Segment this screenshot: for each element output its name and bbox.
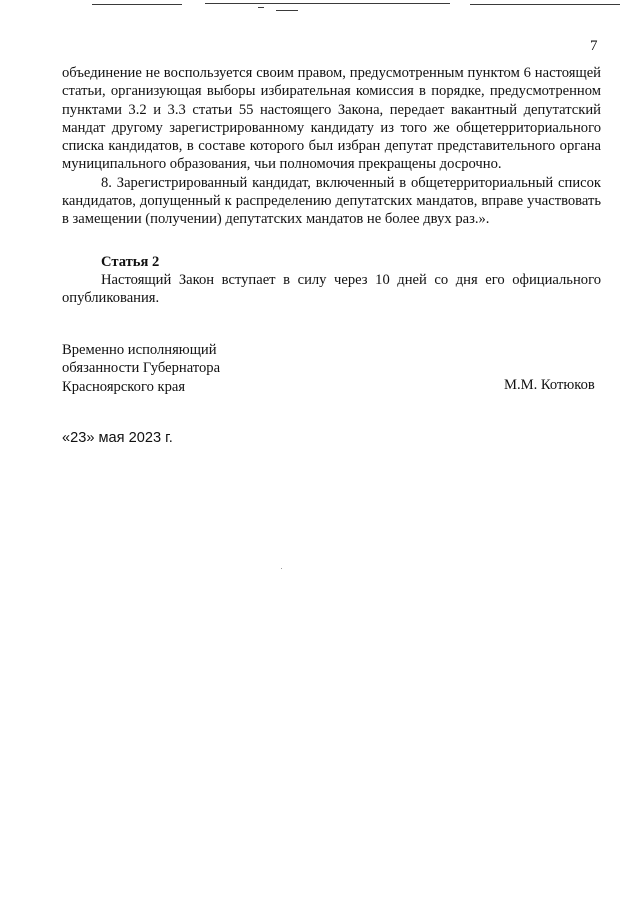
paragraph-8: 8. Зарегистрированный кандидат, включенный в общетерриториальный список кандидатов, допущенный к распределению депутатских мандатов, вправе участвовать в замещении (получении) депутатских мандатов не более двух раз.».	[62, 174, 601, 228]
scan-edge-marks	[0, 0, 640, 22]
page-number: 7	[590, 38, 598, 54]
scan-speck	[281, 568, 282, 569]
signatory-name: М.М. Котюков	[504, 377, 595, 393]
article-2-heading: Статья 2	[101, 254, 160, 270]
article-2-text: Настоящий Закон вступает в силу через 10 дней со дня его официального опубликования.	[62, 272, 601, 307]
paragraph-continuation: объединение не воспользуется своим правом, предусмотренным пунктом 6 настоящей статьи, организующая выборы избирательная комиссия в порядке, предусмотренном пунктами 3.2 и 3.3 статьи 55 настоящего Закона, передает вакантный депутатский мандат другому зарегистрированному кандидату из того же общетерриториального списка кандидатов, в составе которого был избран депутат представительного органа муниципального образования, чьи полномочия прекращены досрочно.	[62, 65, 601, 173]
signatory-title-line-2: обязанности Губернатора	[62, 360, 221, 377]
body-text	[62, 64, 601, 229]
signatory-title-line-3: Красноярского края	[62, 378, 186, 395]
signatory-title-line-1: Временно исполняющий	[62, 342, 217, 358]
signing-date: «23» мая 2023 г.	[62, 430, 173, 446]
signature-block	[62, 341, 220, 396]
